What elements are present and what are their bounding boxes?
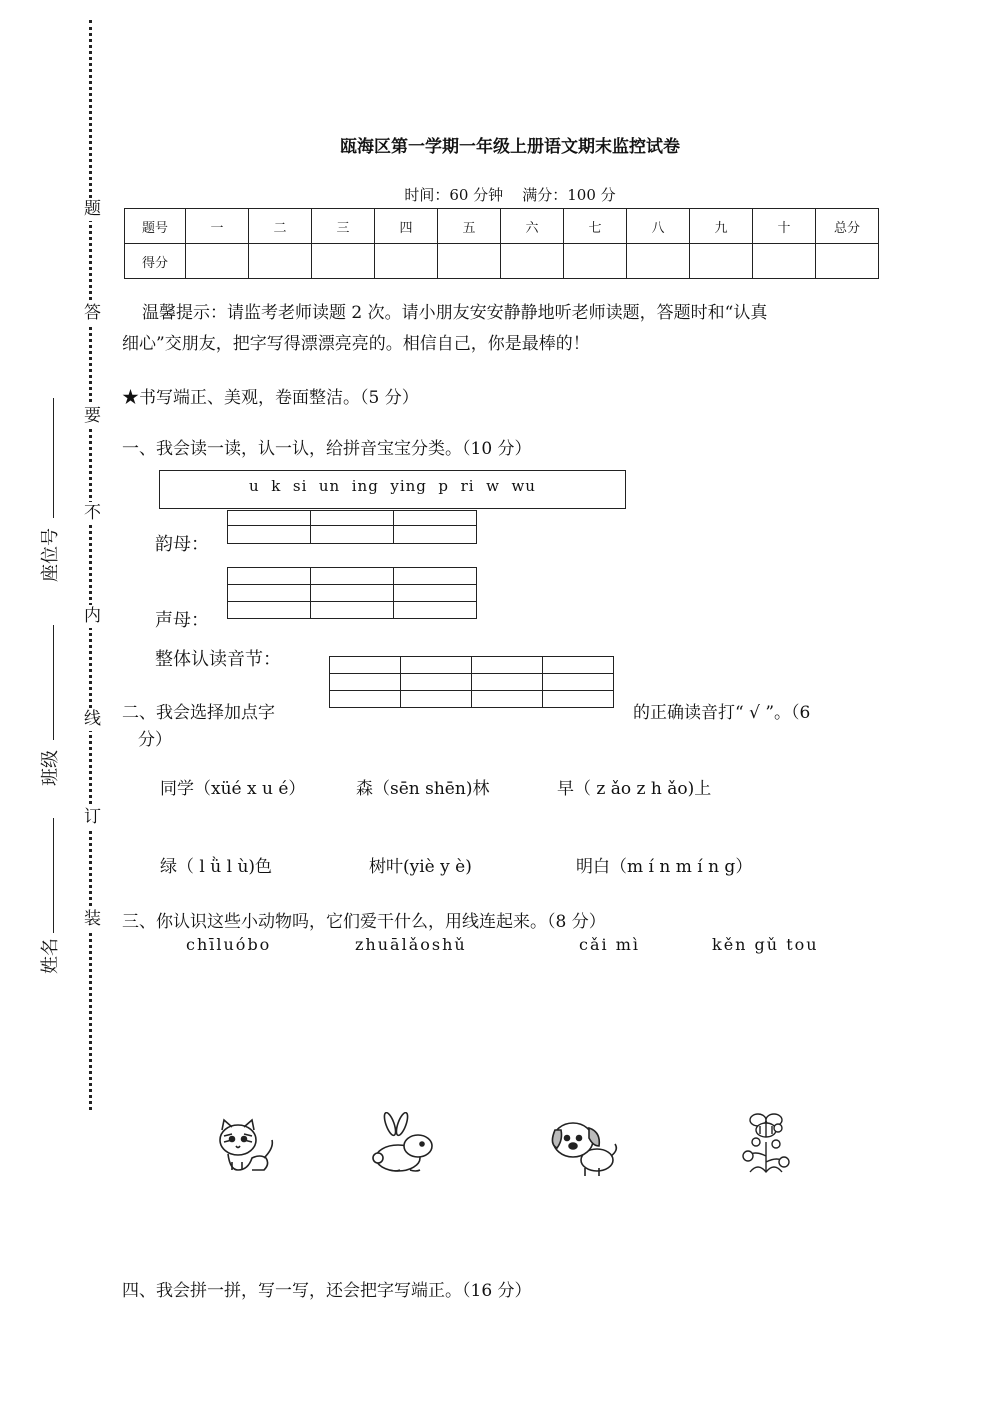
q2-item: 森（sēn shēn)林 xyxy=(356,779,490,799)
time-and-score: 时间：60 分钟 满分：100 分 xyxy=(404,186,616,204)
grid-cell[interactable] xyxy=(311,511,394,526)
grid-cell[interactable] xyxy=(311,585,394,602)
grid-cell[interactable] xyxy=(394,568,477,585)
score-cell[interactable] xyxy=(690,244,753,279)
seat-number-line xyxy=(53,398,54,518)
grid-cell[interactable] xyxy=(228,511,311,526)
margin-char: 装 xyxy=(84,909,101,929)
grid-cell[interactable] xyxy=(401,657,472,674)
score-table-score-row xyxy=(125,244,879,279)
q3-pinyin: kěn gǔ tou xyxy=(712,935,819,954)
q1-heading: 一、我会读一读，认一认，给拼音宝宝分类。（10 分） xyxy=(122,439,532,459)
column-header: 二 xyxy=(249,209,312,244)
grid-cell[interactable] xyxy=(394,585,477,602)
grid-cell[interactable] xyxy=(394,526,477,544)
grid-cell[interactable] xyxy=(330,657,401,674)
score-cell[interactable] xyxy=(375,244,438,279)
score-cell[interactable] xyxy=(312,244,375,279)
column-header: 七 xyxy=(564,209,627,244)
grid-cell[interactable] xyxy=(330,674,401,691)
score-cell[interactable] xyxy=(438,244,501,279)
dog-icon xyxy=(549,1116,621,1178)
row-label: 题号 xyxy=(125,209,186,244)
grid-cell[interactable] xyxy=(543,691,614,708)
grid-cell[interactable] xyxy=(311,568,394,585)
column-header: 八 xyxy=(627,209,690,244)
q3-heading: 三、你认识这些小动物吗，它们爱干什么，用线连起来。（8 分） xyxy=(122,912,606,932)
column-header: 四 xyxy=(375,209,438,244)
grid-cell[interactable] xyxy=(472,657,543,674)
column-header: 三 xyxy=(312,209,375,244)
margin-char: 订 xyxy=(84,807,101,827)
grid-cell[interactable] xyxy=(472,674,543,691)
q2-item: 树叶(yiè y è) xyxy=(369,857,472,877)
tips-line-2: 细心”交朋友，把字写得漂漂亮亮的。相信自己，你是最棒的！ xyxy=(122,334,590,354)
yunmu-grid xyxy=(227,510,477,544)
bee-icon xyxy=(736,1112,796,1174)
grid-cell[interactable] xyxy=(311,526,394,544)
column-header: 九 xyxy=(690,209,753,244)
score-cell[interactable] xyxy=(564,244,627,279)
margin-char: 不 xyxy=(84,503,101,523)
grid-cell[interactable] xyxy=(228,568,311,585)
class-line xyxy=(53,625,54,740)
margin-char: 内 xyxy=(84,606,101,626)
q3-pinyin: chīluóbo xyxy=(186,935,272,954)
grid-cell[interactable] xyxy=(543,674,614,691)
column-header: 十 xyxy=(753,209,816,244)
q3-pinyin: zhuālǎoshǔ xyxy=(355,935,467,954)
tips-line-1: 温馨提示：请监考老师读题 2 次。请小朋友安安静静地听老师读题，答题时和“认真 xyxy=(142,303,768,323)
column-header: 一 xyxy=(186,209,249,244)
pinyin-box xyxy=(159,470,626,509)
grid-cell[interactable] xyxy=(543,657,614,674)
q2-item: 绿（ l ǜ l ù)色 xyxy=(160,857,273,877)
margin-char: 要 xyxy=(84,406,101,426)
score-table-header-row xyxy=(125,209,879,244)
score-cell[interactable] xyxy=(501,244,564,279)
score-cell[interactable] xyxy=(816,244,879,279)
rabbit-icon xyxy=(370,1112,444,1174)
grid-cell[interactable] xyxy=(228,585,311,602)
yunmu-label: 韵母： xyxy=(155,534,209,555)
margin-char: 答 xyxy=(84,303,101,323)
pinyin-list: u k si un ing ying p ri w wu xyxy=(249,477,536,495)
q2-heading-part1: 二、我会选择加点字 xyxy=(122,703,275,723)
grid-cell[interactable] xyxy=(228,602,311,619)
name-label: 姓名 xyxy=(40,938,61,974)
margin-char: 题 xyxy=(84,199,101,219)
column-header: 六 xyxy=(501,209,564,244)
grid-cell[interactable] xyxy=(228,526,311,544)
name-line xyxy=(53,818,54,933)
zhengti-label: 整体认读音节： xyxy=(155,649,281,670)
shengmu-label: 声母： xyxy=(155,610,209,631)
shengmu-grid xyxy=(227,567,477,619)
q2-heading-part2: 的正确读音打“ √ ”。（6 xyxy=(633,703,811,723)
q3-pinyin: cǎi mì xyxy=(579,935,640,954)
score-cell[interactable] xyxy=(186,244,249,279)
cat-icon xyxy=(208,1118,282,1174)
column-header: 总分 xyxy=(816,209,879,244)
q2-item: 同学（xüé x u é） xyxy=(160,779,306,799)
score-cell[interactable] xyxy=(249,244,312,279)
q2-heading-line2: 分） xyxy=(138,730,172,750)
grid-cell[interactable] xyxy=(472,691,543,708)
score-cell[interactable] xyxy=(627,244,690,279)
margin-char: 线 xyxy=(84,709,101,729)
column-header: 五 xyxy=(438,209,501,244)
class-label: 班级 xyxy=(40,750,61,786)
grid-cell[interactable] xyxy=(330,691,401,708)
grid-cell[interactable] xyxy=(311,602,394,619)
row-label: 得分 xyxy=(125,244,186,279)
grid-cell[interactable] xyxy=(394,511,477,526)
q4-heading: 四、我会拼一拼，写一写，还会把字写端正。（16 分） xyxy=(122,1281,532,1301)
score-cell[interactable] xyxy=(753,244,816,279)
exam-title: 瓯海区第一学期一年级上册语文期末监控试卷 xyxy=(340,137,680,157)
score-table xyxy=(124,208,879,279)
grid-cell[interactable] xyxy=(401,691,472,708)
q2-item: 明白（m í n m í n g） xyxy=(576,857,753,877)
zhengti-grid xyxy=(329,656,614,708)
seat-number-label: 座位号 xyxy=(40,528,61,582)
grid-cell[interactable] xyxy=(401,674,472,691)
grid-cell[interactable] xyxy=(394,602,477,619)
q2-item: 早（ z ǎo z h ǎo)上 xyxy=(557,779,712,799)
handwriting-note: ★书写端正、美观，卷面整洁。（5 分） xyxy=(122,388,419,408)
